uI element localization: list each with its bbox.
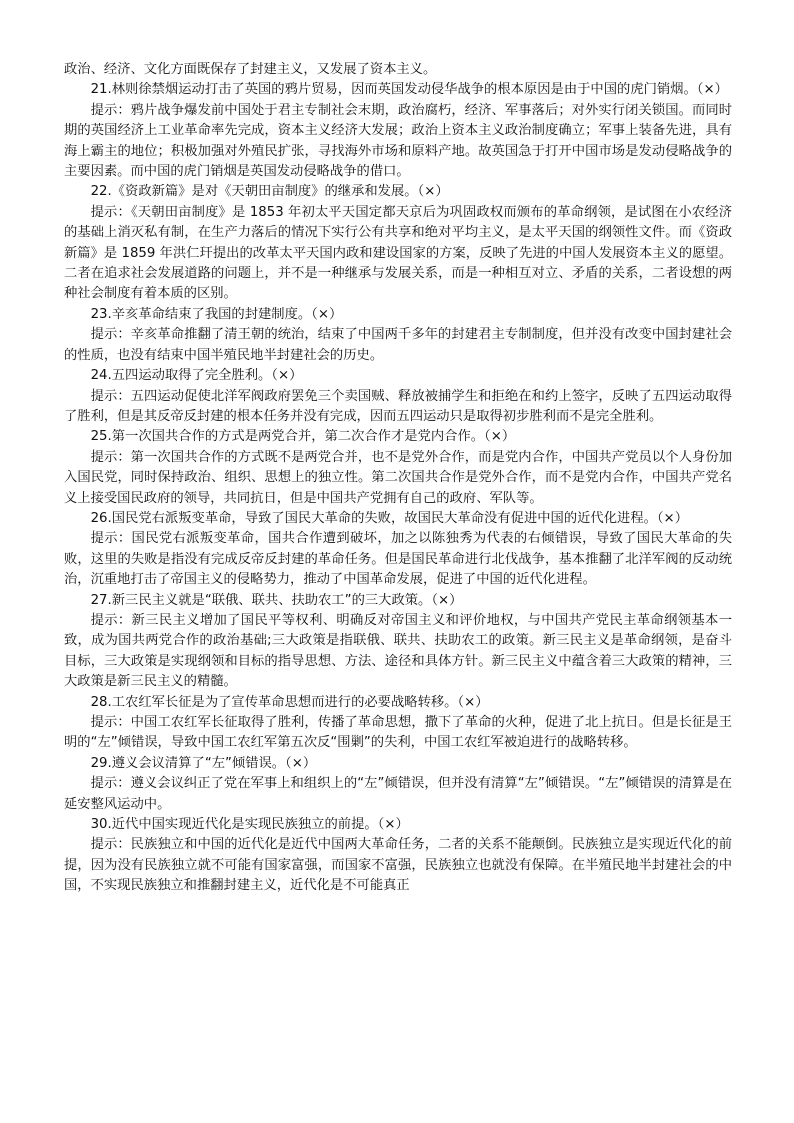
document-page <box>64 60 732 897</box>
statement-21: 21.林则徐禁烟运动打击了英国的鸦片贸易，因而英国发动侵华战争的根本原因是由于中国的虎门销烟。（×） <box>90 82 728 98</box>
statement-28: 28.工农红军长征是为了宣传革命思想而进行的必要战略转移。（×） <box>90 694 489 710</box>
hint-27: 提示：新三民主义增加了国民平等权利、明确反对帝国主义和评价地权，与中国共产党民主革命纲领基本一致，成为国共两党合作的政治基础;三大政策是指联俄、联共、扶助农工的政策。新三民主义是革命纲领，是奋斗目标，三大政策是实现纲领和目标的指导思想、方法、途径和具体方针。新三民主义中蕴含着三大政策的精神，三大政策是新三民主义的精髓。 <box>64 612 732 690</box>
statement-26: 26.国民党右派叛变革命，导致了国民大革命的失败，故国民大革命没有促进中国的近代化进程。（×） <box>90 510 688 526</box>
hint-28: 提示：中国工农红军长征取得了胜利，传播了革命思想，撒下了革命的火种，促进了北上抗日。但是长征是王明的“左”倾错误，导致中国工农红军第五次反“围剿”的失利，中国工农红军被迫进行的战略转移。 <box>64 715 732 751</box>
hint-30: 提示：民族独立和中国的近代化是近代中国两大革命任务，二者的关系不能颠倒。民族独立是实现近代化的前提，因为没有民族独立就不可能有国家富强，而国家不富强，民族独立也就没有保障。在半殖民地半封建社会的中国，不实现民族独立和推翻封建主义，近代化是不可能真正 <box>64 837 732 894</box>
hint-24: 提示：五四运动促使北洋军阀政府罢免三个卖国贼、释放被捕学生和拒绝在和约上签字，反映了五四运动取得了胜利，但是其反帝反封建的根本任务并没有完成，因而五四运动只是取得初步胜利而不是完全胜利。 <box>64 388 732 424</box>
statement-29: 29.遵义会议清算了“左”倾错误。（×） <box>90 755 317 771</box>
statement-27: 27.新三民主义就是“联俄、联共、扶助农工”的三大政策。（×） <box>90 592 463 608</box>
statement-30: 30.近代中国实现近代化是实现民族独立的前提。（×） <box>90 817 409 833</box>
hint-29: 提示：遵义会议纠正了党在军事上和组织上的“左”倾错误，但并没有清算“左”倾错误。“左”倾错误的清算是在延安整风运动中。 <box>64 776 732 812</box>
hint-22: 提示：《天朝田亩制度》是 1853 年初太平天国定都天京后为巩固政权而颁布的革命纲领，是试图在小农经济的基础上消灭私有制，在生产力落后的情况下实行公有共享和绝对平均主义，是太平天国的纲领性文件。而《资政新篇》是 1859 年洪仁玕提出的改革太平天国内政和建设国家的方案，反映了先进的中国人发展资本主义的愿望。二者在追求社会发展道路的问题上，并不是一种继承与发展关系，而是一种相互对立、矛盾的关系，二者设想的两种社会制度有着本质的区别。 <box>64 204 732 302</box>
statement-24: 24.五四运动取得了完全胜利。（×） <box>90 368 303 384</box>
hint-23: 提示：辛亥革命推翻了清王朝的统治，结束了中国两千多年的封建君主专制制度，但并没有改变中国封建社会的性质，也没有结束中国半殖民地半封建社会的历史。 <box>64 327 732 363</box>
statement-23: 23.辛亥革命结束了我国的封建制度。（×） <box>90 306 343 322</box>
hint-26: 提示：国民党右派叛变革命，国共合作遭到破坏，加之以陈独秀为代表的右倾错误，导致了国民大革命的失败，这里的失败是指没有完成反帝反封建的革命任务。但是国民革命进行北伐战争，基本推翻了北洋军阀的反动统治，沉重地打击了帝国主义的侵略势力，推动了中国革命发展，促进了中国的近代化进程。 <box>64 531 732 588</box>
statement-22: 22.《资政新篇》是对《天朝田亩制度》的继承和发展。（×） <box>90 184 449 200</box>
hint-21: 提示：鸦片战争爆发前中国处于君主专制社会末期，政治腐朽，经济、军事落后；对外实行闭关锁国。而同时期的英国经济上工业革命率先完成，资本主义经济大发展；政治上资本主义政治制度确立；军事上装备先进，具有海上霸主的地位；积极加强对外殖民扩张，寻找海外市场和原料产地。故英国急于打开中国市场是发动侵略战争的主要因素。而中国的虎门销烟是英国发动侵略战争的借口。 <box>64 102 732 180</box>
intro-paragraph: 政治、经济、文化方面既保存了封建主义，又发展了资本主义。 <box>64 62 437 77</box>
statement-25: 25.第一次国共合作的方式是两党合并，第二次合作才是党内合作。（×） <box>90 429 516 445</box>
hint-25: 提示：第一次国共合作的方式既不是两党合并，也不是党外合作，而是党内合作，中国共产党员以个人身份加入国民党，同时保持政治、组织、思想上的独立性。第二次国共合作是党外合作，而不是党内合作，中国共产党名义上接受国民政府的领导，共同抗日，但是中国共产党拥有自己的政府、军队等。 <box>64 449 732 506</box>
